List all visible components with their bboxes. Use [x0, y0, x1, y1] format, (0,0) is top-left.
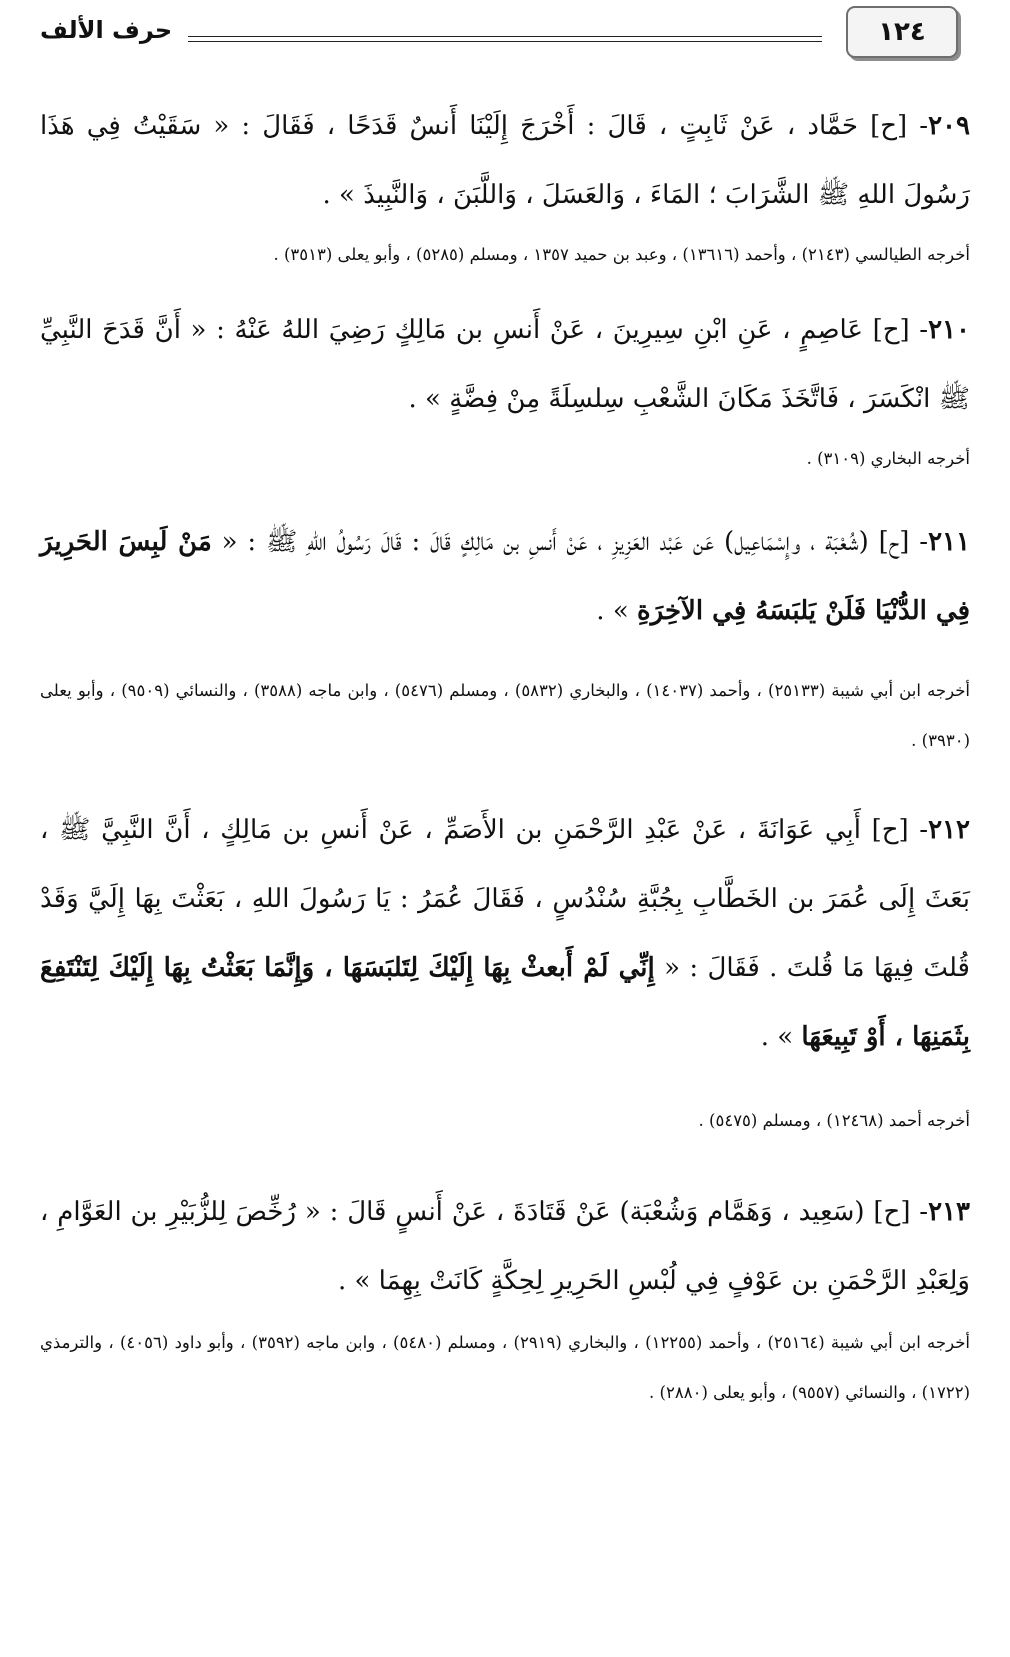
hadith-entry: [40, 1178, 970, 1316]
prophetic-saying: مَنْ لَبِسَ الحَرِيرَ فِي الدُّنْيَا فَلَنْ يَلبَسَهُ فِي الآخِرَةِ: [40, 527, 970, 626]
hadith-entry: [40, 508, 970, 646]
hadith-entry: [40, 92, 970, 230]
hadith-number: ٢١٣: [928, 1197, 970, 1227]
hadith-number: ٢٠٩: [928, 111, 970, 141]
hadith-text: - [ح] (سَعِيد ، وَهَمَّام وَشُعْبَة) عَنْ قَتَادَةَ ، عَنْ أَنسٍ قَالَ : « رُخِّصَ لِلزُّبَيْرِ بن العَوَّامِ ، وَلِعَبْدِ الرَّحْمَنِ بن عَوْفٍ فِي لُبْسِ الحَرِيرِ لِحِكَّةٍ كَانَتْ بِهِمَا » .: [40, 1197, 970, 1296]
takhrij-note: أخرجه ابن أبي شيبة (٢٥١٣٣) ، وأحمد (١٤٠٣٧) ، والبخاري (٥٨٣٢) ، ومسلم (٥٤٧٦) ، وابن ماجه (٣٥٨٨) ، والنسائي (٩٥٠٩) ، وأبو يعلى (٣٩٣٠) .: [40, 681, 970, 750]
hadith-text: - [ح] عَاصِمٍ ، عَنِ ابْنِ سِيرِينَ ، عَنْ أَنسِ بن مَالِكٍ رَضِيَ اللهُ عَنْهُ : « أَنَّ قَدَحَ النَّبِيِّ ﷺ انْكَسَرَ ، فَاتَّخَذَ مَكَانَ الشَّعْبِ سِلسِلَةً مِنْ فِضَّةٍ » .: [40, 315, 970, 414]
prophetic-saying: إِنِّي لَمْ أَبعثْ بِهَا إِلَيْكَ لِتَلبَسَهَا ، وَإِنَّمَا بَعَثْتُ بِهَا إِلَيْكَ لِتَنْتَفِعَ بِثَمَنِهَا ، أَوْ تَبِيعَهَا: [40, 953, 970, 1052]
hadith-number: ٢١٠: [928, 315, 970, 345]
hadith-text-end: » .: [596, 596, 637, 626]
hadith-text: - [ح] حَمَّاد ، عَنْ ثَابِتٍ ، قَالَ : أَخْرَجَ إِلَيْنَا أَنسٌ قَدَحًا ، فَقَالَ : « سَقَيْتُ فِي هَذَا رَسُولَ اللهِ ﷺ الشَّرَابَ ؛ المَاءَ ، وَالعَسَلَ ، وَاللَّبَنَ ، وَالنَّبِيذَ » .: [40, 111, 970, 210]
hadith-text: - [ح] (شُعْبَة ، وإِسْمَاعِيل) عَن عَبْد العَزِيزِ ، عَنْ أَنسِ بن مَالِكٍ قَالَ : قَالَ رَسُولُ اللهِ ﷺ : «: [211, 527, 929, 557]
header-rule: [188, 36, 822, 37]
takhrij-note: أخرجه أحمد (١٢٤٦٨) ، ومسلم (٥٤٧٥) .: [698, 1111, 970, 1130]
takhrij-note: أخرجه الطيالسي (٢١٤٣) ، وأحمد (١٣٦١٦) ، وعبد بن حميد ١٣٥٧ ، ومسلم (٥٢٨٥) ، وأبو يعلى (٣٥١٣) .: [273, 245, 970, 264]
takhrij-note: أخرجه ابن أبي شيبة (٢٥١٦٤) ، وأحمد (١٢٢٥٥) ، والبخاري (٢٩١٩) ، ومسلم (٥٤٨٠) ، وابن ماجه (٣٥٩٢) ، وأبو داود (٤٠٥٦) ، والترمذي (١٧٢٢) ، والنسائي (٩٥٥٧) ، وأبو يعلى (٢٨٨٠) .: [40, 1333, 970, 1402]
section-title: حرف الألف: [40, 16, 173, 44]
header-rule-double: [188, 41, 822, 42]
hadith-entry: [40, 296, 970, 434]
page-number-badge: [846, 6, 958, 58]
hadith-text-end: » .: [760, 1022, 802, 1052]
hadith-number: ٢١١: [928, 527, 970, 557]
hadith-entry: [40, 796, 970, 1072]
hadith-number: ٢١٢: [928, 815, 970, 845]
hadith-text: - [ح] أَبِي عَوَانَةَ ، عَنْ عَبْدِ الرَّحْمَنِ بن الأَصَمِّ ، عَنْ أَنسِ بن مَالِكٍ ، أَنَّ النَّبِيَّ ﷺ ، بَعَثَ إِلَى عُمَرَ بن الخَطَّابِ بِجُبَّةِ سُنْدُسٍ ، فَقَالَ عُمَرُ : يَا رَسُولَ اللهِ ، بَعَثْتَ بِهَا إِلَيَّ وَقَدْ قُلتَ فِيهَا مَا قُلتَ . فَقَالَ : «: [40, 815, 970, 983]
takhrij-note: أخرجه البخاري (٣١٠٩) .: [806, 449, 970, 468]
page-number: ١٢٤: [878, 17, 926, 47]
